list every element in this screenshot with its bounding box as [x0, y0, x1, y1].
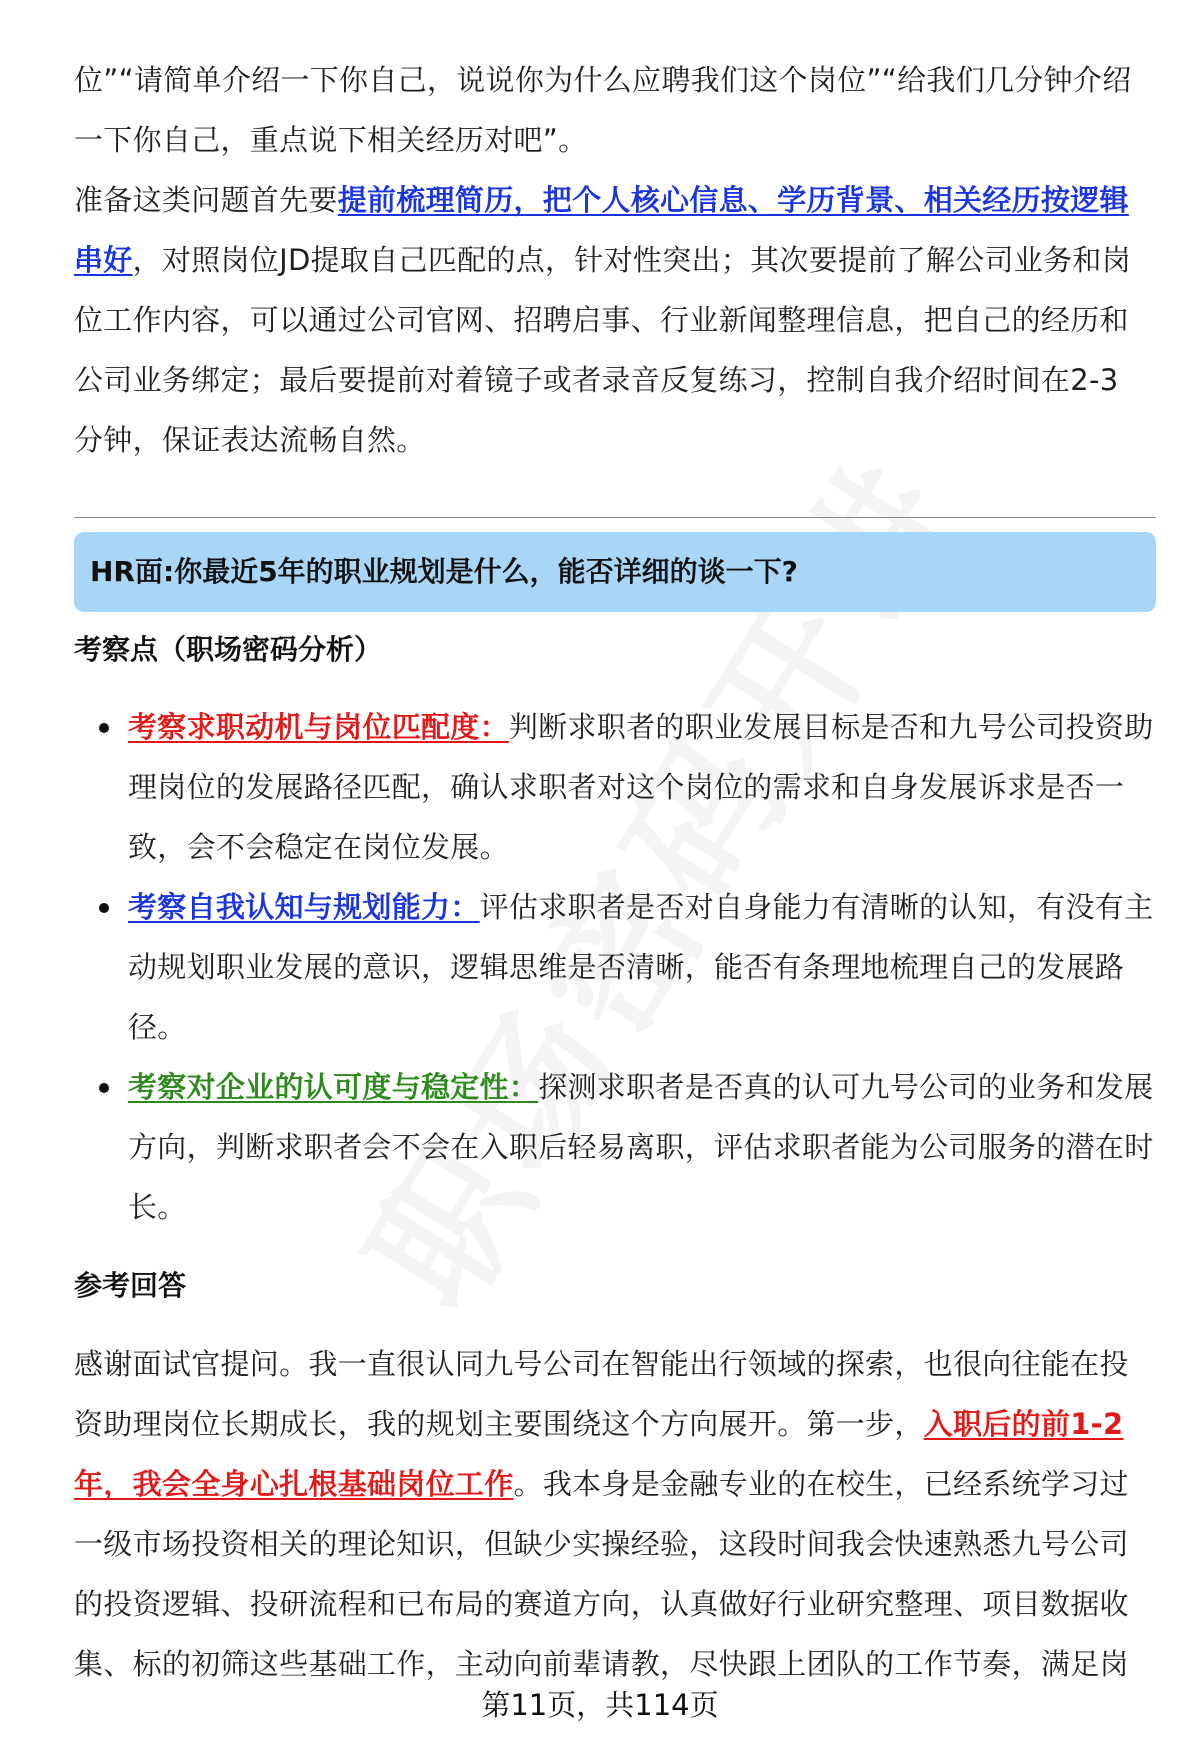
- bullet-icon: [99, 903, 109, 913]
- prep-text-after: ，对照岗位JD提取自己匹配的点，针对性突出；其次要提前了解公司业务和岗位工作内容，可以通过公司官网、招聘启事、行业新闻整理信息，把自己的经历和公司业务绑定；最后要提前对着镜子或者录音反复练习，控制自我介绍时间在2-3分钟，保证表达流畅自然。: [74, 243, 1131, 457]
- answer-paragraph: [74, 1334, 1146, 1694]
- answer-text-after: 。我本身是金融专业的在校生，已经系统学习过一级市场投资相关的理论知识，但缺少实操经验，这段时间我会快速熟悉九号公司的投资逻辑、投研流程和已布局的赛道方向，认真做好行业研究整理、项目数据收集、标的初筛这些基础工作，主动向前辈请教，尽快跟上团队的工作节奏，满足岗: [74, 1467, 1129, 1681]
- point-label: 考察对企业的认可度与稳定性：: [128, 1070, 539, 1104]
- point-text: 探测求职者是否真的认可九号公司的业务和发展方向，判断求职者会不会在入职后轻易离职，评估求职者能为公司服务的潜在时长。: [128, 1070, 1154, 1224]
- point-text: 评估求职者是否对自身能力有清晰的认知，有没有主动规划职业发展的意识，逻辑思维是否清晰，能否有条理地梳理自己的发展路径。: [128, 890, 1154, 1044]
- prep-highlight: 提前梳理简历，把个人核心信息、学历背景、相关经历按逻辑串好: [74, 183, 1129, 277]
- section-heading-answer: 参考回答: [74, 1269, 187, 1302]
- list-item: [74, 1057, 1156, 1237]
- prep-paragraph: [74, 170, 1146, 470]
- intro-text: 位”“请简单介绍一下你自己，说说你为什么应聘我们这个岗位”“给我们几分钟介绍一下你自己，重点说下相关经历对吧”。: [74, 63, 1132, 157]
- question-banner: [74, 532, 1156, 612]
- section-divider: [74, 517, 1156, 518]
- point-label: 考察求职动机与岗位匹配度：: [128, 710, 509, 744]
- analysis-list: [74, 697, 1156, 1237]
- page-number: 第11页，共114页: [481, 1688, 719, 1722]
- answer-text-before: 感谢面试官提问。我一直很认同九号公司在智能出行领域的探索，也很向往能在投资助理岗位长期成长，我的规划主要围绕这个方向展开。第一步，: [74, 1347, 1129, 1441]
- intro-paragraph: [74, 50, 1146, 170]
- bullet-icon: [99, 1083, 109, 1093]
- answer-highlight: 入职后的前1-2年，我会全身心扎根基础岗位工作: [74, 1407, 1124, 1501]
- question-title: HR面:你最近5年的职业规划是什么，能否详细的谈一下?: [90, 555, 798, 588]
- list-item: [74, 877, 1156, 1057]
- point-label: 考察自我认知与规划能力：: [128, 890, 480, 924]
- section-heading-analysis: 考察点（职场密码分析）: [74, 633, 383, 666]
- list-item: [74, 697, 1156, 877]
- point-text: 判断求职者的职业发展目标是否和九号公司投资助理岗位的发展路径匹配，确认求职者对这个岗位的需求和自身发展诉求是否一致，会不会稳定在岗位发展。: [128, 710, 1154, 864]
- bullet-icon: [99, 723, 109, 733]
- prep-text-before: 准备这类问题首先要: [74, 183, 338, 217]
